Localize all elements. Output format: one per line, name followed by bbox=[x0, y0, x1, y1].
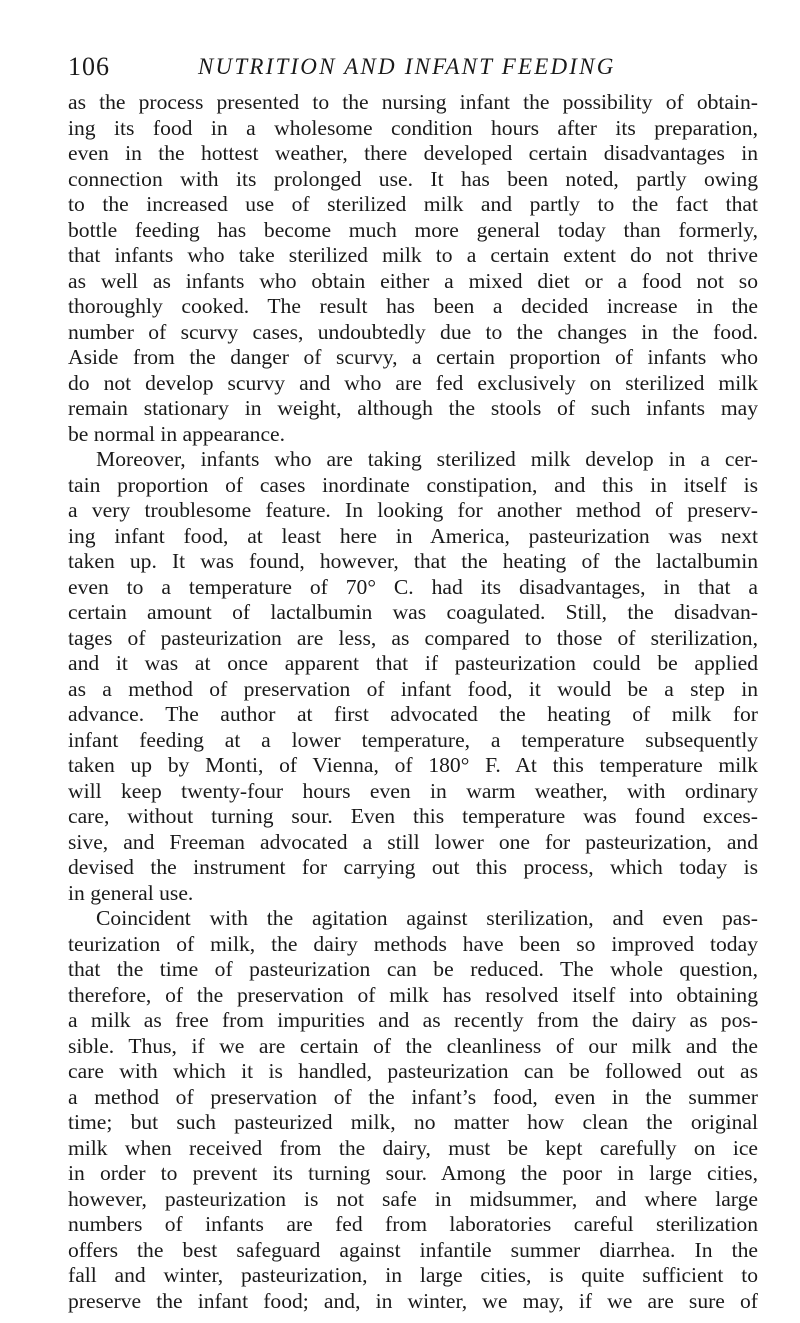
text-line: offers the best safeguard against infantile summer diarrhea. In the bbox=[68, 1237, 758, 1262]
text-line: however, pasteurization is not safe in midsummer, and where large bbox=[68, 1186, 758, 1211]
text-line: that infants who take sterilized milk to a certain extent do not thrive bbox=[68, 243, 758, 267]
text-line: Aside from the danger of scurvy, a certain proportion of infants who bbox=[68, 345, 758, 369]
text-line: a very troublesome feature. In looking for another method of preserv- bbox=[68, 498, 758, 522]
text-line: Moreover, infants who are taking sterilized milk develop in a cer- bbox=[96, 447, 758, 471]
text-line: do not develop scurvy and who are fed exclusively on sterilized milk bbox=[68, 370, 758, 395]
text-line: will keep twenty-four hours even in warm weather, with ordinary bbox=[68, 778, 758, 803]
text-line: as a method of preservation of infant food, it would be a step in bbox=[68, 676, 758, 701]
text-line: a method of preservation of the infant’s food, even in the summer bbox=[68, 1084, 758, 1109]
text-line: even in the hottest weather, there developed certain disadvantages in bbox=[68, 141, 758, 165]
text-line: a milk as free from impurities and as recently from the dairy as pos- bbox=[68, 1008, 758, 1032]
text-line: taken up by Monti, of Vienna, of 180° F. At this temperature milk bbox=[68, 753, 758, 777]
text-line: thoroughly cooked. The result has been a decided increase in the bbox=[68, 294, 758, 318]
text-line: advance. The author at first advocated the heating of milk for bbox=[68, 702, 758, 726]
text-line: care, without turning sour. Even this temperature was found exces- bbox=[68, 804, 758, 828]
text-line: to the increased use of sterilized milk and partly to the fact that bbox=[68, 192, 758, 216]
text-line: sive, and Freeman advocated a still lower one for pasteurization, and bbox=[68, 829, 758, 854]
text-line: connection with its prolonged use. It has been noted, partly owing bbox=[68, 166, 758, 191]
paragraph-3 bbox=[68, 906, 758, 1314]
text-line: in order to prevent its turning sour. Among the poor in large cities, bbox=[68, 1161, 758, 1185]
text-line: teurization of milk, the dairy methods have been so improved today bbox=[68, 931, 758, 956]
running-head bbox=[68, 52, 758, 86]
text-line: bottle feeding has become much more general today than formerly, bbox=[68, 217, 758, 242]
text-line: even to a temperature of 70° C. had its disadvantages, in that a bbox=[68, 574, 758, 599]
text-line: time; but such pasteurized milk, no matter how clean the original bbox=[68, 1110, 758, 1134]
text-line: devised the instrument for carrying out this process, which today is bbox=[68, 855, 758, 879]
text-line: numbers of infants are fed from laboratories careful sterilization bbox=[68, 1212, 758, 1236]
text-line: as well as infants who obtain either a mixed diet or a food not so bbox=[68, 268, 758, 293]
text-line: ing infant food, at least here in America, pasteurization was next bbox=[68, 523, 758, 548]
text-line: milk when received from the dairy, must be kept carefully on ice bbox=[68, 1135, 758, 1160]
paragraph-1 bbox=[68, 90, 758, 447]
text-line: care with which it is handled, pasteurization can be followed out as bbox=[68, 1059, 758, 1083]
page-number: 106 bbox=[68, 52, 110, 81]
text-line: and it was at once apparent that if pasteurization could be applied bbox=[68, 651, 758, 675]
text-line: tain proportion of cases inordinate constipation, and this in itself is bbox=[68, 472, 758, 497]
text-line: fall and winter, pasteurization, in large cities, is quite sufficient to bbox=[68, 1263, 758, 1287]
text-line: Coincident with the agitation against sterilization, and even pas- bbox=[96, 906, 758, 930]
text-line: preserve the infant food; and, in winter, we may, if we are sure of bbox=[68, 1288, 758, 1313]
paragraph-2 bbox=[68, 447, 758, 906]
text-line: be normal in appearance. bbox=[68, 421, 286, 446]
text-line: taken up. It was found, however, that the heating of the lactalbumin bbox=[68, 549, 758, 573]
text-line: that the time of pasteurization can be reduced. The whole question, bbox=[68, 957, 758, 981]
text-line: sible. Thus, if we are certain of the cleanliness of our milk and the bbox=[68, 1033, 758, 1058]
text-line: therefore, of the preservation of milk has resolved itself into obtaining bbox=[68, 982, 758, 1007]
text-line: ing its food in a wholesome condition hours after its preparation, bbox=[68, 115, 758, 140]
text-line: tages of pasteurization are less, as compared to those of sterilization, bbox=[68, 625, 758, 650]
running-title: NUTRITION AND INFANT FEEDING bbox=[198, 54, 616, 79]
text-line: certain amount of lactalbumin was coagulated. Still, the disadvan- bbox=[68, 600, 758, 624]
text-line: in general use. bbox=[68, 880, 194, 905]
text-line: remain stationary in weight, although the stools of such infants may bbox=[68, 396, 758, 420]
body-text bbox=[68, 90, 758, 1314]
text-line: infant feeding at a lower temperature, a temperature subsequently bbox=[68, 727, 758, 752]
text-line: as the process presented to the nursing infant the possibility of obtain- bbox=[68, 90, 758, 114]
text-line: number of scurvy cases, undoubtedly due to the changes in the food. bbox=[68, 319, 758, 344]
